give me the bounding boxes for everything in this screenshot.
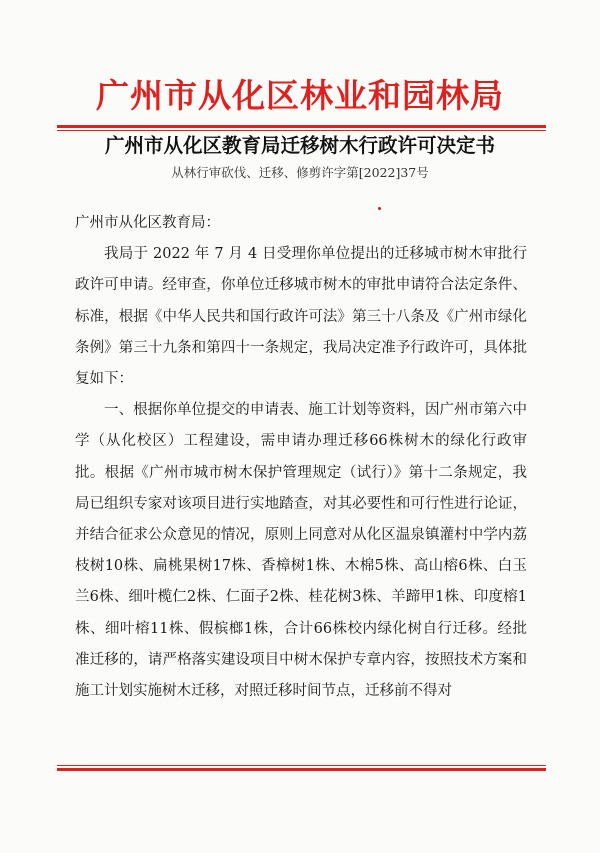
footer-divider-thin [57, 765, 546, 766]
agency-header: 广州市从化区林业和园林局 [96, 76, 504, 115]
recipient-line: 广州市从化区教育局： [75, 215, 220, 231]
paragraph-intro: 我局于 2022 年 7 月 4 日受理你单位提出的迁移城市树木审批行政许可申请。经审查，你单位迁移城市树木的审批申请符合法定条件、标准，根据《中华人民共和国行政许可法》第三十八条及《广州市绿化条例》第三十九条和第四十一条规定，我局决定准予行政许可，具体批复如下： [75, 246, 527, 388]
header-divider-thin [57, 130, 546, 131]
footer-divider-thick [57, 768, 546, 771]
document-body [75, 208, 527, 707]
document-title: 广州市从化区教育局迁移树木行政许可决定书 [104, 134, 495, 157]
paragraph-item-1: 一、根据你单位提交的申请表、施工计划等资料，因广州市第六中学（从化校区）工程建设，需申请办理迁移66株树木的绿化行政审批。根据《广州市城市树木保护管理规定（试行）》第十二条规定，我局已组织专家对该项目进行实地踏查，对其必要性和可行性进行论证，并结合征求公众意见的情况，原则上同意对从化区温泉镇灌村中学内荔枝树10株、扁桃果树17株、香樟树1株、木棉5株、高山榕6株、白玉兰6株、细叶榄仁2株、仁面子2株、桂花树3株、羊蹄甲1株、印度榕1株、细叶榕11株、假槟榔1株，合计66株校内绿化树自行迁移。经批准迁移的，请严格落实建设项目中树木保护专章内容，按照技术方案和施工计划实施树木迁移，对照迁移时间节点，迁移前不得对 [75, 402, 527, 700]
document-number: 从林行审砍伐、迁移、修剪许字第[2022]37号 [171, 165, 429, 180]
header-divider-thick [57, 125, 546, 128]
